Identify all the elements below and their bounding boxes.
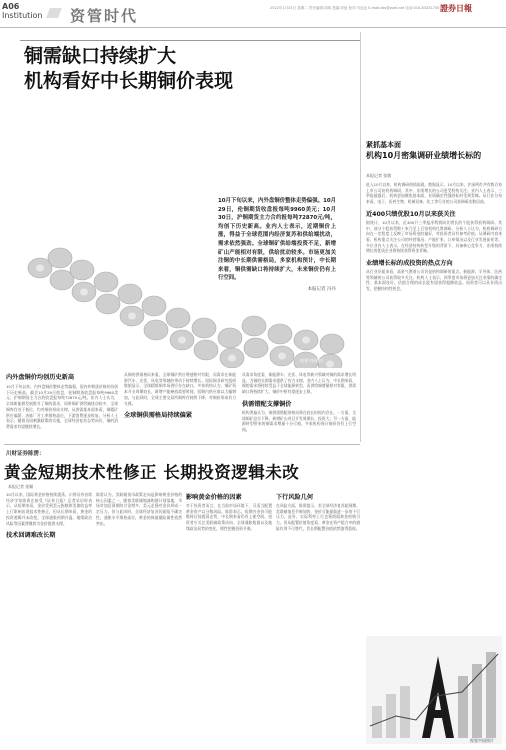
subhead: 全球铜供需格局持续偏紧	[124, 412, 193, 420]
subhead: 内外盘铜价均创历史新高	[6, 374, 75, 381]
bottom-col-2	[96, 492, 182, 526]
article-body: 陈雳认为，美联储货币政策走向是影响黄金价格的核心因素之一。随着美联储缩减购债计划落地，市场对加息预期的讨论增多，美元走强对金价形成一定压力。但与此同时，全球经济复苏仍面临不确定性，通胀水平维持高位，黄金的保值避险属性依然突出。	[96, 492, 182, 526]
mid-article	[242, 372, 356, 433]
subhead: 技术回调难改长期	[6, 532, 56, 540]
right-kicker: 紧抓基本面	[366, 141, 401, 149]
lead-headline	[24, 44, 354, 94]
article-body: 对于投资者而言，在当前市场环境下，可适当配置黄金资产以分散风险。陈雳表示，短期内金价可能维持区间震荡走势，中长期来看仍有上涨空间。投资者应关注美联储政策动向、全球通胀数据以及地缘政治局势的变化，理性把握投资节奏。	[186, 503, 272, 531]
bottom-kicker: 川财证券陈雳：	[6, 451, 45, 457]
header-meta: 2022年1月25日 星期二 责任编辑:刘鸿 美编:刘冠 校对:马连达 E-mail:zbs@zqrb.net 电话:010-83251730	[270, 6, 440, 10]
photo-caption: 视觉中国图片	[300, 358, 324, 363]
subhead: 业绩增长标的成投资的热点方向	[366, 260, 453, 268]
newspaper-logo: 證券日報	[440, 4, 472, 13]
header-decoration	[46, 8, 62, 18]
article-body: 进入10月以来，机构调研热情高涨。数据显示，10月以来，沪深两市共有数百家上市公司获机构调研，其中，业绩增长的公司更受机构关注。业内人士表示，三季报披露后，机构更加聚焦基本面，业绩确定性强的标的受到青睐。从行业分布来看，电子、医药生物、机械设备、化工等行业的公司获调研次数居前。	[366, 182, 502, 205]
subhead: 供需错配支撑铜价	[242, 400, 292, 408]
bottom-byline: 本报记者 张颖	[8, 484, 34, 489]
bottom-col-4	[276, 492, 360, 532]
illustration-caption: 视觉中国图片	[470, 738, 494, 743]
article-body: 从行业层面来看，高景气赛道公司仍是机构调研的重点。新能源、半导体、医药等领域的公司获得较多关注。机构人士表示，四季度市场将更加关注业绩的确定性，基本面良好、估值合理的成长股有望获得超额收益。投资者可以从业绩出发，把握结构性机会。	[366, 269, 502, 292]
lead-intro-text: 10月下旬以来，内外盘铜价整体走势偏强。10月29日，伦铜期货收盘报每吨9960美元；10月30日，沪铜期货主力合约报每吨72870元/吨，均创下历史新高。业内人士表示，近期铜价上涨，得益于全球范围内经济复苏和供给端扰动，需求依然强劲。全球铜矿供给端投资不足，新增矿山产能相对有限，供给扰动较多。市场更加关注铜的中长期供需格局，多家机构预计，中长期来看，铜供需缺口将持续扩大，未来铜价仍有上行空间。	[218, 198, 336, 282]
lead-byline: 本报记者 冯丹	[307, 286, 336, 292]
column-divider	[360, 32, 361, 442]
left-article-2	[124, 372, 236, 419]
article-body: 从需求角度看，新能源车、光伏、风电等新兴领域对铜的需求增长明显，为铜的长期需求提供了有力支撑。业内人士认为，中长期来看，铜的需求将持续受益于全球能源转型，而供给端增量相对有限，供需缺口将持续扩大，铜价中枢有望逐步上移。	[242, 372, 356, 395]
subhead: 近400只绩优股10月以来获关注	[366, 210, 456, 218]
right-article	[366, 182, 502, 292]
lead-headline-line1: 铜需缺口持续扩大	[24, 45, 177, 67]
left-article-1	[6, 372, 118, 430]
page-number: A06	[2, 2, 20, 11]
subhead: 影响黄金价格的因素	[186, 494, 242, 501]
lead-intro	[218, 197, 336, 325]
lead-headline-line2: 机构看好中长期铜价表现	[24, 70, 234, 92]
bottom-headline: 黄金短期技术性修正 长期投资逻辑未改	[4, 463, 300, 482]
bottom-col-1	[6, 492, 92, 539]
headline-rule	[20, 40, 360, 41]
article-body: 10月下旬以来，内外盘铜价整体走势偏强，国内外期货价格纷纷创下历史新高。截至10月29日收盘，伦铜期货收盘报每吨9960美元；沪铜期货主力合约收盘报每吨72870元/吨。业内人士认为，全球新能源发展推升了铜的需求，同时铜矿供给端扰动较多，全球铜库存处于低位，均对铜价形成支撑。从供需基本面来看，铜精矿供应偏紧，冶炼厂开工率维持高位，下游消费逐步恢复。分析人士表示，随着各国刺激政策的实施，全球经济复苏态势向好，铜的消费需求有望继续增长。	[6, 384, 118, 429]
bottom-col-3	[186, 492, 272, 532]
article-body: 10月以来，国际黄金价格持续震荡。川财证券首席经济学家陈雳在接受《证券日报》记者采访时表示，从短期来看，金价受到美元指数和美债收益率上行影响出现技术性修正，但从长期来看，黄金的投资逻辑并未改变。全球通胀预期升温、地缘政治风险等因素将继续为金价提供支撑。	[6, 492, 92, 526]
column-title: 资管时代	[70, 7, 139, 25]
section-name: Institution	[2, 11, 43, 20]
right-byline: 本报记者 张敏	[366, 173, 392, 178]
section-divider	[4, 444, 360, 445]
subhead: 下行风险几何	[276, 494, 314, 501]
article-body: 机构普遍认为，铜供需错配的格局将在较长时间内存在。一方面，全球铜矿品位下降，新增矿山项目开发周期长、投资大；另一方面，能源转型带来的铜需求增量十分可观。多家机构预计铜价仍有上行空间。	[242, 409, 356, 432]
chart-illustration	[366, 636, 502, 744]
right-headline: 机构10月密集调研业绩增长标的	[366, 151, 482, 160]
article-body: 在风险方面，陈雳提示，若全球经济复苏超预期、美联储加息节奏加快，金价可能面临进一步的下行压力。此外，实际利率上行也将削弱黄金的吸引力。但从配置价值角度看，黄金在资产组合中的避险作用不可替代，其长期配置价值依然值得重视。	[276, 503, 360, 531]
header-rule	[0, 27, 506, 28]
article-body: 据统计，10月以来，近400只三季报净利润同比增长的个股获得机构调研。其中，部分个股获得数十家乃至上百家机构扎堆调研。分析人士认为，机构调研方向在一定程度上反映了市场资金的偏好，对投资者具有参考价值。从调研内容来看，机构重点关注公司的经营情况、产能扩张、订单情况以及行业发展前景等。多位业内人士表示，在经济结构转型升级的背景下，具备核心竞争力、业绩持续增长的优质企业将持续获得资金青睐。	[366, 219, 502, 254]
article-body: 从铜的供需格局来看，全球铜矿供应增速相对有限，而需求在新能源汽车、光伏、风电等领域的带动下持续增长。国际铜业研究组织数据显示，全球精炼铜市场供应存在缺口。多家机构认为，铜矿资本开支周期较长，新增产能释放需要时间，短期内供应难以大幅增加。与此同时，全球主要交易所铜库存持续下降，对铜价形成有力支撑。	[124, 372, 236, 406]
